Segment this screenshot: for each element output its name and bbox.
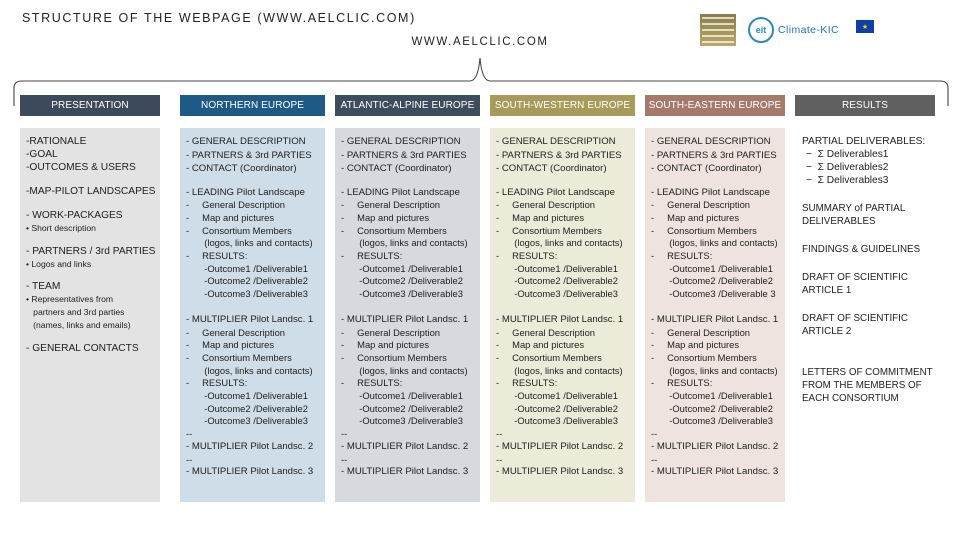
leading-subitem: - General Description [651,199,750,211]
eit-logo-icon: eit [748,17,774,43]
leading-subitem: -Outcome3 /Deliverable3 [341,288,463,300]
multiplier-pilot-link[interactable]: - MULTIPLIER Pilot Landsc. 2 [651,440,779,452]
leading-subitem: - Consortium Members [496,224,602,236]
leading-pilot-landscape-link[interactable]: - LEADING Pilot Landscape [651,186,770,198]
leading-subitem: -Outcome3 /Deliverable3 [186,288,308,300]
presentation-item[interactable]: -RATIONALE [26,136,87,147]
presentation-item[interactable]: - TEAM [26,281,61,293]
multiplier-subitem: - Consortium Members [651,351,757,363]
leading-subitem: -Outcome3 /Deliverable3 [496,288,618,300]
leading-pilot-landscape-link[interactable]: - LEADING Pilot Landscape [186,186,305,198]
leading-subitem: (logos, links and contacts) [496,237,623,249]
leading-subitem: -Outcome3 /Deliverable 3 [651,288,776,300]
general-link[interactable]: - GENERAL DESCRIPTION [186,136,306,147]
header-atlantic-alpine-europe[interactable]: ATLANTIC-ALPINE EUROPE [335,95,480,116]
results-letters[interactable]: LETTERS OF COMMITMENT FROM THE MEMBERS OF EACH CONSORTIUM [802,367,936,404]
multiplier-subitem: - Map and pictures [496,339,585,351]
multiplier-subitem: -- [651,428,658,440]
results-deliverable[interactable]: − Σ Deliverables2 [806,162,889,173]
multiplier-subitem: -- [186,453,193,465]
leading-subitem: - Consortium Members [651,224,757,236]
header-south-western-europe[interactable]: SOUTH-WESTERN EUROPE [490,95,635,116]
climate-kic-logo [748,16,844,44]
multiplier-subitem: -Outcome3 /Deliverable3 [651,415,773,427]
multiplier-subitem: -Outcome1 /Deliverable1 [651,390,773,402]
multiplier-subitem: -- [496,453,503,465]
multiplier-subitem: - Map and pictures [341,339,430,351]
multiplier-pilot-link[interactable]: - MULTIPLIER Pilot Landsc. 2 [496,440,624,452]
leading-subitem: - General Description [341,199,440,211]
presentation-item[interactable]: -MAP-PILOT LANDSCAPES [26,186,156,197]
leading-subitem: - Map and pictures [651,211,740,223]
multiplier-subitem: (logos, links and contacts) [651,364,778,376]
leading-subitem: - RESULTS: [496,250,558,262]
multiplier-pilot-link[interactable]: - MULTIPLIER Pilot Landsc. 2 [186,440,314,452]
leading-subitem: - Map and pictures [341,211,430,223]
site-url-label[interactable]: WWW.AELCLIC.COM [411,36,549,48]
multiplier-pilot-link[interactable]: - MULTIPLIER Pilot Landsc. 1 [186,313,314,325]
eu-flag-icon: ★ [856,20,874,33]
leading-subitem: - General Description [496,199,595,211]
multiplier-subitem: -Outcome2 /Deliverable2 [496,402,618,414]
general-link[interactable]: - CONTACT (Coordinator) [341,163,452,174]
presentation-subitem: • Representatives from [26,294,114,305]
results-deliverable[interactable]: − Σ Deliverables3 [806,175,889,186]
presentation-subitem: • Short description [26,223,96,233]
leading-subitem: (logos, links and contacts) [186,237,313,249]
results-partial-title[interactable]: PARTIAL DELIVERABLES: [802,136,926,147]
results-findings[interactable]: FINDINGS & GUIDELINES [802,244,921,255]
results-deliverable[interactable]: − Σ Deliverables1 [806,149,889,160]
multiplier-subitem: - Map and pictures [186,339,275,351]
presentation-item[interactable]: -GOAL [26,149,58,160]
multiplier-pilot-link[interactable]: - MULTIPLIER Pilot Landsc. 2 [341,440,469,452]
multiplier-subitem: - Consortium Members [341,351,447,363]
leading-subitem: -Outcome2 /Deliverable2 [186,275,308,287]
multiplier-subitem: -Outcome3 /Deliverable3 [496,415,618,427]
leading-subitem: -Outcome1 /Deliverable1 [341,262,463,274]
leading-pilot-landscape-link[interactable]: - LEADING Pilot Landscape [341,186,460,198]
leading-subitem: (logos, links and contacts) [341,237,468,249]
northern-europe-column [180,128,325,502]
general-link[interactable]: - GENERAL DESCRIPTION [496,136,616,147]
multiplier-pilot-link[interactable]: - MULTIPLIER Pilot Landsc. 3 [186,466,314,478]
header-presentation[interactable]: PRESENTATION [20,95,160,116]
presentation-column [20,128,160,502]
multiplier-subitem: - Consortium Members [186,351,292,363]
leading-subitem: - RESULTS: [341,250,403,262]
multiplier-pilot-link[interactable]: - MULTIPLIER Pilot Landsc. 3 [341,466,469,478]
leading-subitem: (logos, links and contacts) [651,237,778,249]
multiplier-subitem: -Outcome2 /Deliverable2 [186,402,308,414]
general-link[interactable]: - CONTACT (Coordinator) [651,163,762,174]
leading-subitem: - RESULTS: [186,250,248,262]
general-link[interactable]: - CONTACT (Coordinator) [186,163,297,174]
leading-subitem: -Outcome1 /Deliverable1 [496,262,618,274]
leading-subitem: -Outcome1 /Deliverable1 [651,262,773,274]
multiplier-pilot-link[interactable]: - MULTIPLIER Pilot Landsc. 3 [496,466,624,478]
multiplier-subitem: - RESULTS: [651,377,713,389]
results-article-2[interactable]: DRAFT OF SCIENTIFIC ARTICLE 2 [802,313,911,337]
results-article-1[interactable]: DRAFT OF SCIENTIFIC ARTICLE 1 [802,272,911,296]
presentation-item[interactable]: - PARTNERS / 3rd PARTIES [26,245,156,257]
multiplier-subitem: -Outcome2 /Deliverable2 [651,402,773,414]
results-column [798,128,946,502]
multiplier-subitem: (logos, links and contacts) [186,364,313,376]
leading-subitem: -Outcome2 /Deliverable2 [341,275,463,287]
presentation-subitem: • Logos and links [26,258,92,269]
multiplier-pilot-link[interactable]: - MULTIPLIER Pilot Landsc. 1 [651,313,779,325]
header-results[interactable]: RESULTS [795,95,935,116]
multiplier-subitem: (logos, links and contacts) [341,364,468,376]
multiplier-subitem: -- [651,453,658,465]
header-south-eastern-europe[interactable]: SOUTH-EASTERN EUROPE [645,95,785,116]
climate-kic-text: Climate-KIC [778,24,839,36]
multiplier-subitem: - General Description [651,326,750,338]
leading-subitem: -Outcome2 /Deliverable2 [651,275,773,287]
presentation-subitem: partners and 3rd parties [26,307,125,318]
leading-subitem: -Outcome1 /Deliverable1 [186,262,308,274]
multiplier-pilot-link[interactable]: - MULTIPLIER Pilot Landsc. 3 [651,466,779,478]
multiplier-subitem: -Outcome1 /Deliverable1 [496,390,618,402]
multiplier-subitem: - RESULTS: [186,377,248,389]
presentation-item[interactable]: - GENERAL CONTACTS [26,342,139,354]
multiplier-subitem: -Outcome1 /Deliverable1 [341,390,463,402]
multiplier-subitem: -- [341,453,348,465]
results-summary[interactable]: SUMMARY of PARTIAL DELIVERABLES [802,203,908,227]
presentation-item[interactable]: -OUTCOMES & USERS [26,162,136,173]
multiplier-subitem: -- [496,428,503,440]
leading-subitem: - RESULTS: [651,250,713,262]
leading-subitem: - General Description [186,199,285,211]
multiplier-subitem: - RESULTS: [496,377,558,389]
presentation-subitem: (names, links and emails) [26,319,131,330]
multiplier-subitem: -Outcome2 /Deliverable2 [341,402,463,414]
multiplier-subitem: -Outcome3 /Deliverable3 [186,415,308,427]
multiplier-subitem: - General Description [341,326,440,338]
leading-subitem: - Map and pictures [186,211,275,223]
general-link[interactable]: - GENERAL DESCRIPTION [651,136,771,147]
leading-subitem: - Map and pictures [496,211,585,223]
general-link[interactable]: - GENERAL DESCRIPTION [341,136,461,147]
leading-subitem: - Consortium Members [341,224,447,236]
general-link[interactable]: - PARTNERS & 3rd PARTIES [651,149,777,161]
south-eastern-europe-column [645,128,785,502]
leading-subitem: - Consortium Members [186,224,292,236]
multiplier-subitem: - General Description [496,326,595,338]
page-title: STRUCTURE OF THE WEBPAGE (WWW.AELCLIC.COM) [22,11,416,25]
multiplier-subitem: - Map and pictures [651,339,740,351]
multiplier-subitem: - RESULTS: [341,377,403,389]
multiplier-subitem: -- [341,428,348,440]
presentation-item[interactable]: - WORK-PACKAGES [26,210,123,221]
multiplier-subitem: -- [186,428,193,440]
multiplier-pilot-link[interactable]: - MULTIPLIER Pilot Landsc. 1 [341,313,469,325]
general-link[interactable]: - CONTACT (Coordinator) [496,163,607,174]
multiplier-subitem: -Outcome1 /Deliverable1 [186,390,308,402]
general-link[interactable]: - PARTNERS & 3rd PARTIES [186,149,312,161]
header-northern-europe[interactable]: NORTHERN EUROPE [180,95,325,116]
general-link[interactable]: - PARTNERS & 3rd PARTIES [341,149,467,161]
multiplier-subitem: - Consortium Members [496,351,602,363]
aelclic-logo [700,14,736,46]
multiplier-subitem: -Outcome3 /Deliverable3 [341,415,463,427]
multiplier-subitem: - General Description [186,326,285,338]
leading-pilot-landscape-link[interactable]: - LEADING Pilot Landscape [496,186,615,198]
general-link[interactable]: - PARTNERS & 3rd PARTIES [496,149,622,161]
atlantic-alpine-europe-column [335,128,480,502]
south-western-europe-column [490,128,635,502]
multiplier-subitem: (logos, links and contacts) [496,364,623,376]
multiplier-pilot-link[interactable]: - MULTIPLIER Pilot Landsc. 1 [496,313,624,325]
leading-subitem: -Outcome2 /Deliverable2 [496,275,618,287]
